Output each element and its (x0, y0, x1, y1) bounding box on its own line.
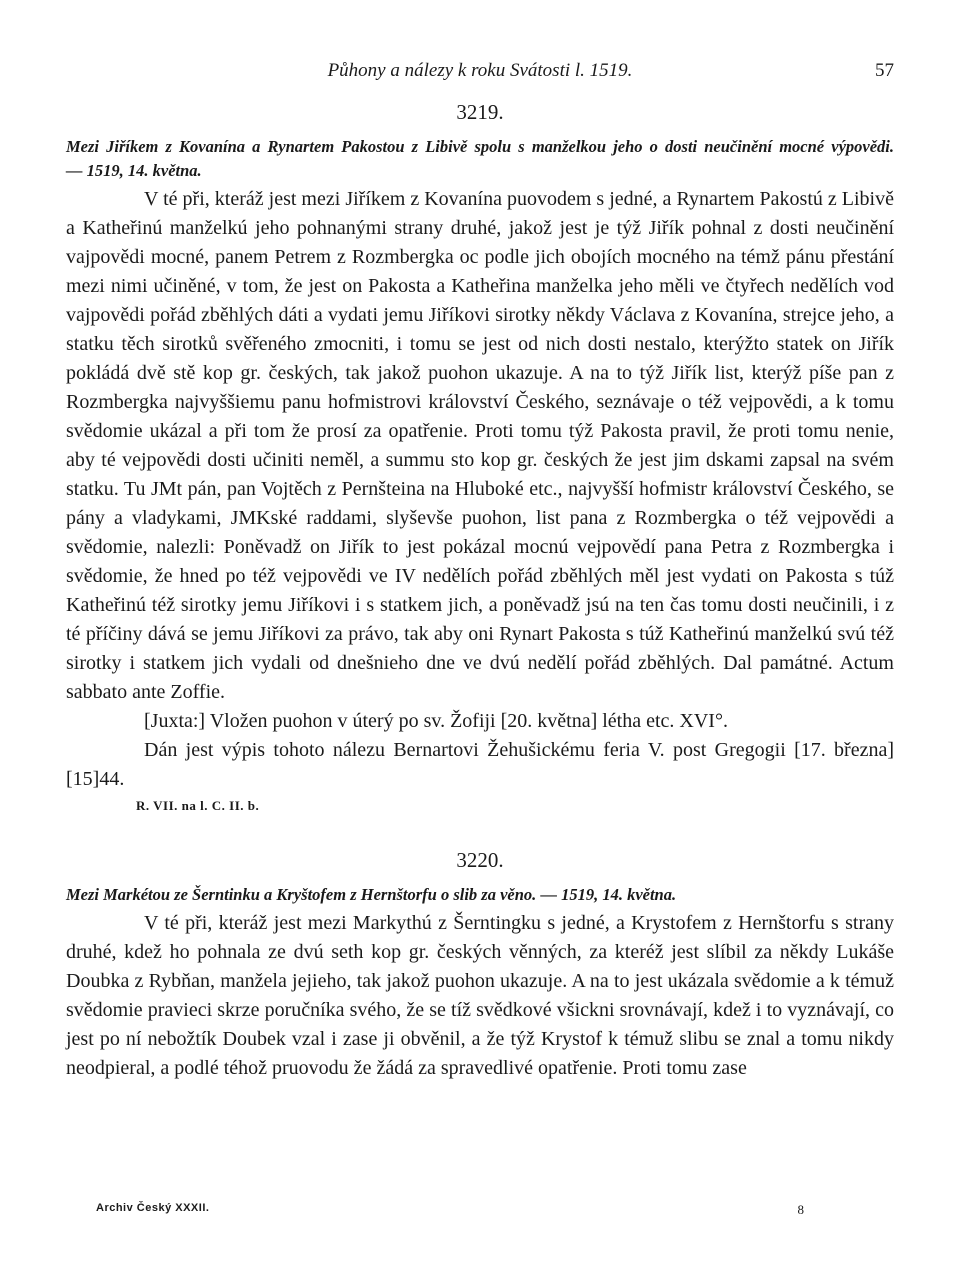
extract-note: Dán jest výpis tohoto nálezu Bernartovi Žehušickému feria V. post Gregogii [17. března] [15]44. (66, 739, 894, 790)
regest-date: — 1519, 14. května. (540, 885, 677, 904)
entry-paragraph: V té při, kteráž jest mezi Markythú z Šerntingku s jedné, a Krystofem z Hernštorfu s strany druhé, kdež ho pohnala ze dvú seth kop gr. českých věnných, za kteréž jest slíbil za někdy Lukáše Doubka z Rybňan, manžela jejieho, tak jakož puohon ukazuje. A na to jest ukázala svědomie a k témuž svědomie pravieci skrze poručníka svého, že se tíž svědkové všickni srovnávají, kdež i to vyznávají, co jest po ní nebožtík Doubek vzal i zase ji obvěnil, a že týž Krystof k témuž slibu se znal a tomu nikdy neodpieral, a podlé téhož pruovodu že žádá za spravedlivé opatřenie. Proti tomu zase (66, 912, 894, 1079)
entry-regest (66, 135, 894, 183)
footer-volume: Archiv Český XXXII. (96, 1202, 210, 1214)
page (66, 56, 894, 1083)
entry-paragraph: V té při, kteráž jest mezi Jiříkem z Kovanína puovodem s jedné, a Rynartem Pakostú z Libivě a Katheřinú manželkú jeho pohnanými strany druhé, jakož jest je týž Jiřík pohnal z dosti neučinění vajpovědi mocné, panem Petrem z Rozmbergka oc podle jich obojích mocného na témž pánu přestání mezi nimi učiněné, v tom, že jest on Pakosta a Katheřina manželka jeho měli ve čtyřech nedělích vod vajpovědi pořád zběhlých dáti a vydati jemu Jiříkovi sirotky někdy Václava z Kovanína, strejce jeho, a statku těch sirotků svěřeného zmocniti, i tomu se jest od nich dosti nestalo, kterýžto statek on Jiřík pokládá dvě stě kop gr. českých, tak jakož puohon ukazuje. A na to týž Jiřík list, kterýž píše pan z Rozmbergka najvyššiemu panu hofmistrovi království Českého, seznávaje o též vejpovědi, a k tomu svědomie ukázal a při tom že prosí za opatřenie. Proti tomu týž Pakosta pravil, že proti tomu nenie, aby té vejpovědi dosti učiniti neměl, a summu sto kop gr. českých že jest jim dskami zapsal na svém statku. Tu JMt pán, pan Vojtěch z Pernšteina na Hluboké etc., najvyšší hofmistr království Českého, se pány a vladykami, JMKské raddami, slyševše puohon, list pana z Rozmbergka o též vejpovědi a svědomie, nalezli: Poněvadž on Jiřík to jest pokázal mocnú vejpovědí pana Petra z Rozmbergka i svědomie, že hned po též vejpovědi ve IV nedělích pořád zběhlých měl jest vydati on Pakosta s túž Katheřinú též sirotky jemu Jiříkovi i s statkem jich, a poněvadž jsú na ten čas tomu dosti neučinili, i z té příčiny dává se jemu Jiříkovi za právo, tak aby oni Rynart Pakosta s túž Katheřinú manželkú svú též sirotky i statkem jich vydali od dnešnieho dne ve dvú nedělí pořád zběhlých. Dal památné. Actum sabbato ante Zoffie. (66, 188, 894, 703)
entry-3219 (66, 100, 894, 814)
regest-date: — 1519, 14. května. (66, 161, 202, 180)
page-number: 57 (875, 60, 894, 81)
entry-number: 3220. (456, 848, 504, 872)
page-footer (96, 1202, 894, 1222)
regest-text: Mezi Jiříkem z Kovanína a Rynartem Pakostou z Libivě spolu s manželkou jeho o dosti neučinění mocné výpovědi. (66, 137, 894, 156)
entry-3220 (66, 848, 894, 1083)
footer-sheet-number: 8 (797, 1202, 804, 1217)
entry-regest (66, 883, 894, 907)
archive-signature: R. VII. na l. C. II. b. (136, 798, 260, 813)
entry-number: 3219. (456, 100, 504, 124)
running-head (66, 56, 894, 90)
juxta-note: [Juxta:] Vložen puohon v úterý po sv. Žofiji [20. května] létha etc. XVI°. (144, 710, 728, 732)
regest-text: Mezi Markétou ze Šerntinku a Kryštofem z Hernštorfu o slib za věno. (66, 885, 537, 904)
running-title: Půhony a nálezy k roku Svátosti l. 1519. (327, 60, 633, 81)
